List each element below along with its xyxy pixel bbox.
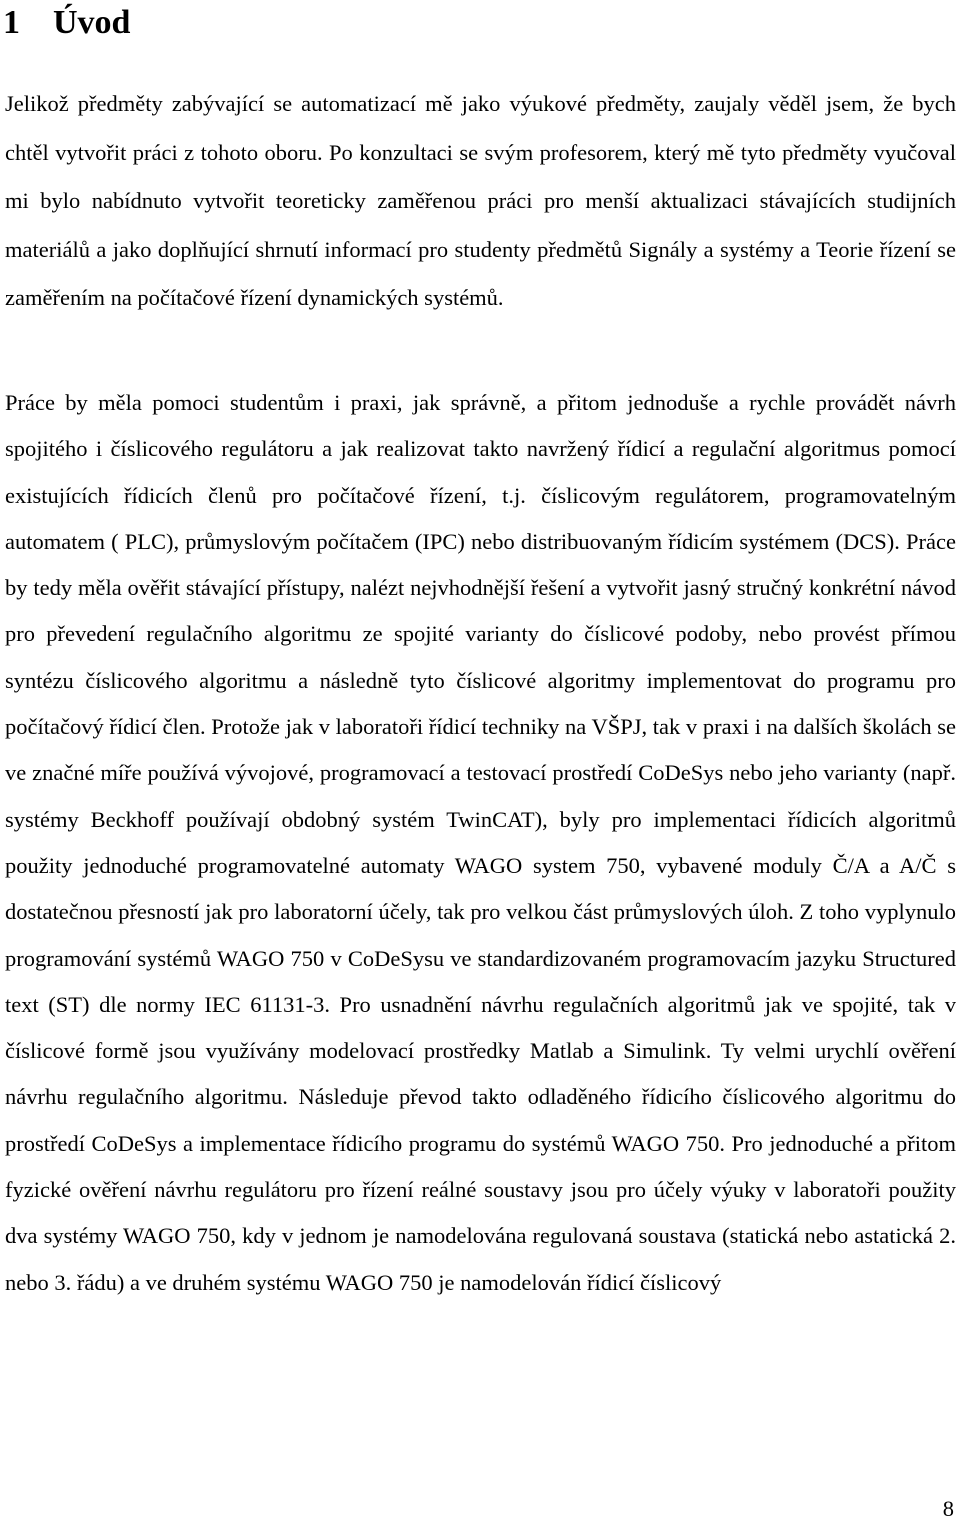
page-number: 8 [942,1496,954,1521]
section-heading [3,2,130,44]
paragraph-intro: Jelikož předměty zabývající se automatizací mě jako výukové předměty, zaujaly věděl jsem, že bych chtěl vytvořit práci z tohoto oboru. Po konzultaci se svým profesorem, který mě tyto předměty vyučoval mi bylo nabídnuto vytvořit teoreticky zaměřenou práci pro menší aktualizaci stávajících studijních materiálů a jako doplňující shrnutí informací pro studenty předmětů Signály a systémy a Teorie řízení se zaměřením na počítačové řízení dynamických systémů. [5,91,956,310]
section-title: Úvod [53,4,131,41]
section-number: 1 [3,4,20,41]
paragraph-goals: Práce by měla pomoci studentům i praxi, jak správně, a přitom jednoduše a rychle provádět návrh spojitého i číslicového regulátoru a jak realizovat takto navržený řídicí a regulační algoritmus pomocí existujících řídicích členů pro počítačové řízení, t.j. číslicovým regulátorem, programovatelným automatem ( PLC), průmyslovým počítačem (IPC) nebo distribuovaným řídicím systémem (DCS). Práce by tedy měla ověřit stávající přístupy, nalézt nejvhodnější řešení a vytvořit jasný stručný konkrétní návod pro převedení regulačního algoritmu ze spojité varianty do číslicové podoby, nebo provést přímou syntézu číslicového algoritmu a následně tyto číslicové algoritmy implementovat do programu pro počítačový řídicí člen. Protože jak v laboratoři řídicí techniky na VŠPJ, tak v praxi i na dalších školách se ve značné míře používá vývojové, programovací a testovací prostředí CoDeSys nebo jeho varianty (např. systémy Beckhoff používají obdobný systém TwinCAT), byly pro implementaci řídicích algoritmů použity jednoduché programovatelné automaty WAGO system 750, vybavené moduly Č/A a A/Č s dostatečnou přesností jak pro laboratorní účely, tak pro velkou část průmyslových úloh. Z toho vyplynulo programování systémů WAGO 750 v CoDeSysu ve standardizovaném programovacím jazyku Structured text (ST) dle normy IEC 61131-3. Pro usnadnění návrhu regulačních algoritmů jak ve spojité, tak v číslicové formě jsou využívány modelovací prostředky Matlab a Simulink. Ty velmi urychlí ověření návrhu regulačního algoritmu. Následuje převod takto odladěného řídicího číslicového algoritmu do prostředí CoDeSys a implementace řídicího programu do systémů WAGO 750. Pro jednoduché a přitom fyzické ověření návrhu regulátoru pro řízení reálné soustavy jsou pro účely výuky v laboratoři použity dva systémy WAGO 750, kdy v jednom je namodelována regulovaná soustava (statická nebo astatická 2. nebo 3. řádu) a ve druhém systému WAGO 750 je namodelován řídicí číslicový [5,390,956,1295]
